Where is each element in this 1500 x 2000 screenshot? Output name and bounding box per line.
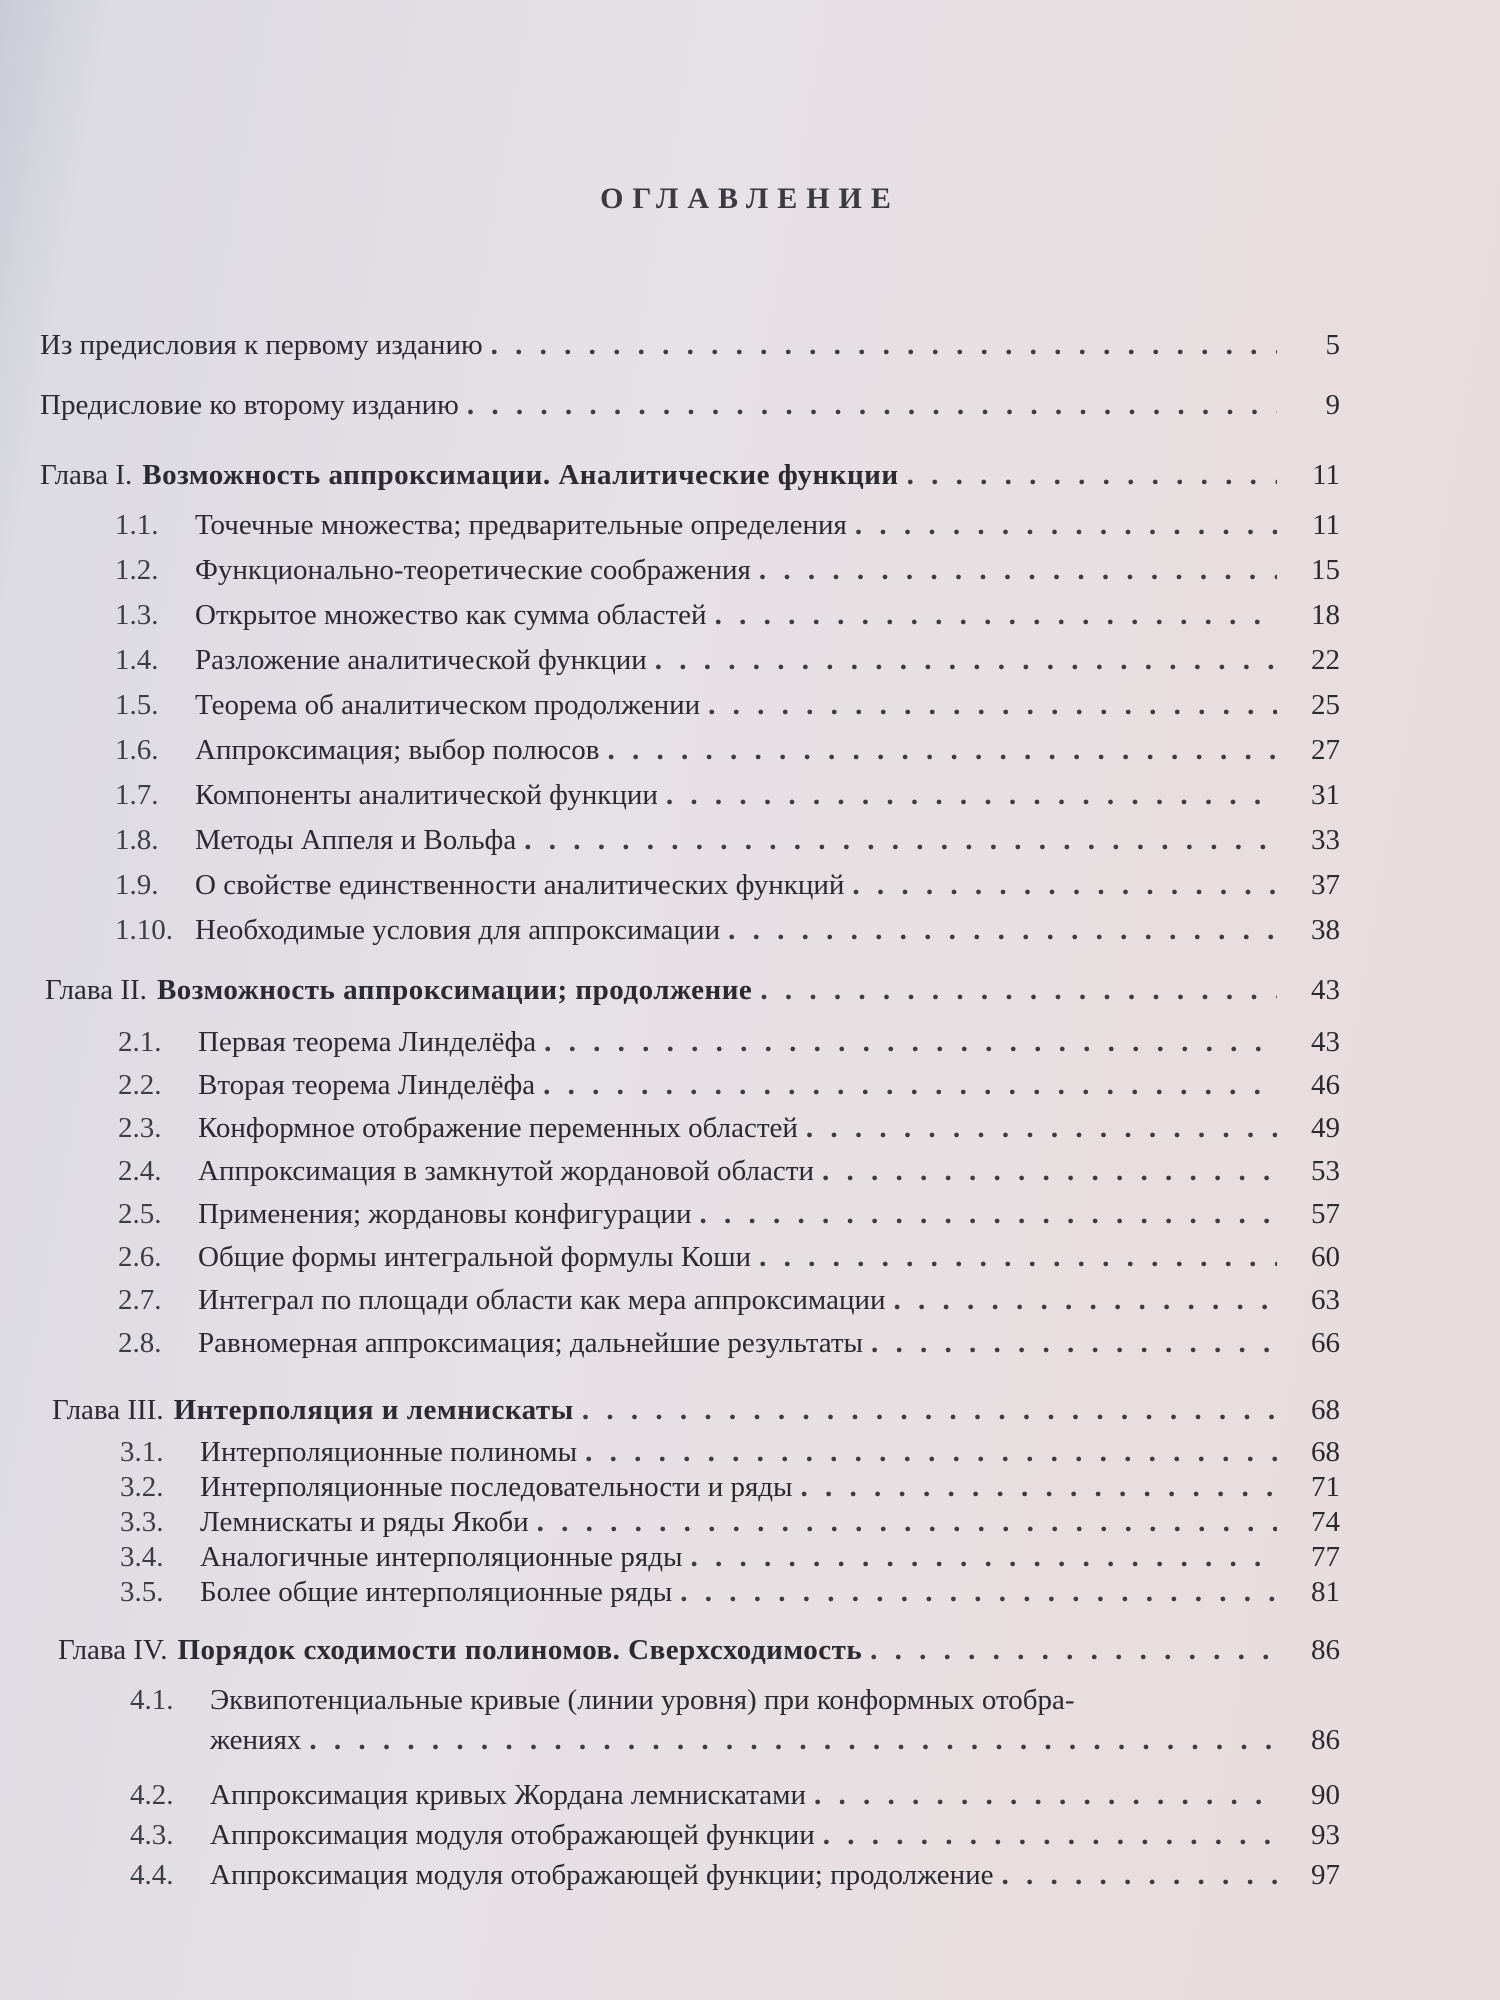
toc-section	[118, 1022, 1340, 1062]
chapter-title: Интерполяция и лемнискаты	[173, 1394, 574, 1426]
toc-section	[130, 1775, 1340, 1815]
entry-label: Предисловие ко второму изданию	[40, 389, 459, 421]
chapter-prefix: Глава IV.	[58, 1634, 168, 1666]
leader-dots	[543, 1065, 1277, 1105]
toc-section	[115, 820, 1340, 860]
toc-section	[120, 1467, 1340, 1507]
leader-dots	[870, 1630, 1277, 1670]
toc-chapter-1	[40, 455, 1340, 495]
toc-section	[115, 730, 1340, 770]
section-number: 2.6.	[118, 1241, 162, 1273]
page-number: 97	[1311, 1859, 1340, 1891]
toc-section	[118, 1151, 1340, 1191]
section-label: Первая теорема Линделёфа	[198, 1026, 537, 1058]
toc-section	[118, 1194, 1340, 1234]
toc-section	[118, 1280, 1340, 1320]
section-number: 1.2.	[115, 554, 159, 586]
leader-dots	[708, 685, 1277, 725]
page-number: 33	[1311, 824, 1340, 856]
page-number: 31	[1311, 779, 1340, 811]
toc-section	[115, 595, 1340, 635]
toc-section	[115, 910, 1340, 950]
toc-section	[118, 1065, 1340, 1105]
leader-dots	[690, 1537, 1277, 1577]
section-label: Аппроксимация модуля отображающей функции	[210, 1819, 815, 1851]
toc-section	[118, 1323, 1340, 1363]
section-number: 1.6.	[115, 734, 159, 766]
section-label: Вторая теорема Линделёфа	[198, 1069, 536, 1101]
section-label: Аппроксимация кривых Жордана лемнискатами	[210, 1779, 806, 1811]
page-number: 9	[1325, 389, 1340, 421]
page-number: 63	[1311, 1284, 1340, 1316]
section-number: 4.1.	[130, 1684, 174, 1716]
section-label: Применения; жордановы конфигурации	[198, 1198, 692, 1230]
section-number: 1.7.	[115, 779, 159, 811]
section-label: Теорема об аналитическом продолжении	[195, 689, 701, 721]
leader-dots	[760, 970, 1277, 1010]
section-number: 3.4.	[120, 1541, 164, 1573]
toc-section	[120, 1502, 1340, 1542]
page-number: 93	[1311, 1819, 1340, 1851]
page-number: 11	[1312, 509, 1340, 541]
section-label-line1: Эквипотенциальные кривые (линии уровня) при конформных отобра-	[210, 1684, 1075, 1716]
page-number: 25	[1311, 689, 1340, 721]
page-number: 5	[1325, 329, 1340, 361]
page-number: 43	[1311, 1026, 1340, 1058]
page-number: 81	[1311, 1576, 1340, 1608]
page-number: 18	[1311, 599, 1340, 631]
chapter-title: Возможность аппроксимации. Аналитические функции	[142, 459, 899, 491]
chapter-prefix: Глава II.	[45, 974, 147, 1006]
toc-section	[115, 775, 1340, 815]
section-label: Конформное отображение переменных областей	[198, 1112, 798, 1144]
page-title: ОГЛАВЛЕНИЕ	[600, 182, 900, 215]
section-number: 4.3.	[130, 1819, 174, 1851]
leader-dots	[894, 1280, 1277, 1320]
page-number: 68	[1311, 1436, 1340, 1468]
section-number: 3.1.	[120, 1436, 164, 1468]
toc-section	[118, 1237, 1340, 1277]
toc-section	[120, 1572, 1340, 1612]
page-number: 90	[1311, 1779, 1340, 1811]
leader-dots	[524, 820, 1277, 860]
leader-dots	[907, 455, 1277, 495]
page-number: 86	[1311, 1724, 1340, 1756]
leader-dots	[582, 1390, 1277, 1430]
toc-chapter-2	[45, 970, 1340, 1010]
section-number: 3.3.	[120, 1506, 164, 1538]
chapter-prefix: Глава III.	[52, 1394, 164, 1426]
page-number: 43	[1311, 974, 1340, 1006]
page-number: 15	[1311, 554, 1340, 586]
section-label: Аппроксимация в замкнутой жордановой области	[198, 1155, 814, 1187]
leader-dots	[680, 1572, 1277, 1612]
leader-dots	[759, 1237, 1277, 1277]
section-number: 2.4.	[118, 1155, 162, 1187]
leader-dots	[655, 640, 1277, 680]
section-label: Аналогичные интерполяционные ряды	[200, 1541, 683, 1573]
page-number: 57	[1311, 1198, 1340, 1230]
section-label: Точечные множества; предварительные определения	[195, 509, 847, 541]
page-number: 68	[1311, 1394, 1340, 1426]
page-number: 11	[1312, 459, 1340, 491]
leader-dots	[491, 325, 1277, 365]
section-label: Общие формы интегральной формулы Коши	[198, 1241, 752, 1273]
section-number: 2.8.	[118, 1327, 162, 1359]
section-label: Методы Аппеля и Вольфа	[195, 824, 517, 856]
toc-section-multiline	[130, 1680, 1340, 1760]
toc-section	[130, 1855, 1340, 1895]
section-label: Интерполяционные полиномы	[200, 1436, 578, 1468]
page-number: 86	[1311, 1634, 1340, 1666]
entry-label: Из предисловия к первому изданию	[40, 329, 483, 361]
section-label: Разложение аналитической функции	[195, 644, 647, 676]
page-number: 37	[1311, 869, 1340, 901]
section-label: Открытое множество как сумма областей	[195, 599, 707, 631]
section-label: О свойстве единственности аналитических функций	[195, 869, 845, 901]
leader-dots	[852, 865, 1277, 905]
leader-dots	[666, 775, 1277, 815]
page-number: 27	[1311, 734, 1340, 766]
leader-dots	[806, 1108, 1277, 1148]
toc-section	[115, 640, 1340, 680]
leader-dots	[309, 1720, 1277, 1760]
leader-dots	[715, 595, 1277, 635]
section-number: 2.7.	[118, 1284, 162, 1316]
page-number: 77	[1311, 1541, 1340, 1573]
toc-section	[115, 685, 1340, 725]
section-number: 3.2.	[120, 1471, 164, 1503]
section-number: 1.5.	[115, 689, 159, 721]
toc-section	[115, 505, 1340, 545]
page-number: 49	[1311, 1112, 1340, 1144]
toc-section	[120, 1432, 1340, 1472]
section-number: 4.4.	[130, 1859, 174, 1891]
section-label: Интеграл по площади области как мера аппроксимации	[198, 1284, 886, 1316]
section-label: Необходимые условия для аппроксимации	[195, 914, 721, 946]
section-label: Аппроксимация модуля отображающей функции; продолжение	[210, 1859, 994, 1891]
page-number: 38	[1311, 914, 1340, 946]
leader-dots	[823, 1815, 1277, 1855]
section-label: Лемнискаты и ряды Якоби	[200, 1506, 529, 1538]
page-number: 53	[1311, 1155, 1340, 1187]
leader-dots	[700, 1194, 1277, 1234]
section-label: Функционально-теоретические соображения	[195, 554, 751, 586]
toc-section	[130, 1815, 1340, 1855]
section-label-line2: жениях	[210, 1724, 302, 1756]
leader-dots	[871, 1323, 1277, 1363]
section-label: Более общие интерполяционные ряды	[200, 1576, 673, 1608]
leader-dots	[801, 1467, 1277, 1507]
leader-dots	[728, 910, 1277, 950]
page-number: 22	[1311, 644, 1340, 676]
section-number: 1.10.	[115, 914, 173, 946]
leader-dots	[585, 1432, 1277, 1472]
section-label: Компоненты аналитической функции	[195, 779, 658, 811]
leader-dots	[814, 1775, 1277, 1815]
section-number: 1.3.	[115, 599, 159, 631]
leader-dots	[544, 1022, 1277, 1062]
chapter-title: Возможность аппроксимации; продолжение	[156, 974, 753, 1006]
section-number: 2.1.	[118, 1026, 162, 1058]
leader-dots	[822, 1151, 1277, 1191]
toc-entry-preface-second	[40, 385, 1340, 425]
page-number: 71	[1311, 1471, 1340, 1503]
toc-chapter-4	[58, 1630, 1340, 1670]
section-number: 1.9.	[115, 869, 159, 901]
section-label: Аппроксимация; выбор полюсов	[195, 734, 600, 766]
section-number: 1.1.	[115, 509, 159, 541]
page-number: 74	[1311, 1506, 1340, 1538]
chapter-prefix: Глава I.	[40, 459, 133, 491]
section-label: Интерполяционные последовательности и ряды	[200, 1471, 793, 1503]
section-number: 1.8.	[115, 824, 159, 856]
chapter-title: Порядок сходимости полиномов. Сверхсходимость	[177, 1634, 863, 1666]
section-number: 1.4.	[115, 644, 159, 676]
section-number: 2.3.	[118, 1112, 162, 1144]
toc-section	[115, 865, 1340, 905]
toc-entry-preface-first	[40, 325, 1340, 365]
leader-dots	[759, 550, 1277, 590]
section-number: 3.5.	[120, 1576, 164, 1608]
section-number: 2.5.	[118, 1198, 162, 1230]
page-number: 60	[1311, 1241, 1340, 1273]
toc-section	[115, 550, 1340, 590]
leader-dots	[1002, 1855, 1277, 1895]
section-label: Равномерная аппроксимация; дальнейшие результаты	[198, 1327, 864, 1359]
page-number: 66	[1311, 1327, 1340, 1359]
page-number: 46	[1311, 1069, 1340, 1101]
leader-dots	[537, 1502, 1277, 1542]
section-number: 2.2.	[118, 1069, 162, 1101]
toc-section	[118, 1108, 1340, 1148]
section-number: 4.2.	[130, 1779, 174, 1811]
toc-chapter-3	[52, 1390, 1340, 1430]
toc-section	[120, 1537, 1340, 1577]
leader-dots	[607, 730, 1277, 770]
leader-dots	[855, 505, 1277, 545]
leader-dots	[467, 385, 1277, 425]
